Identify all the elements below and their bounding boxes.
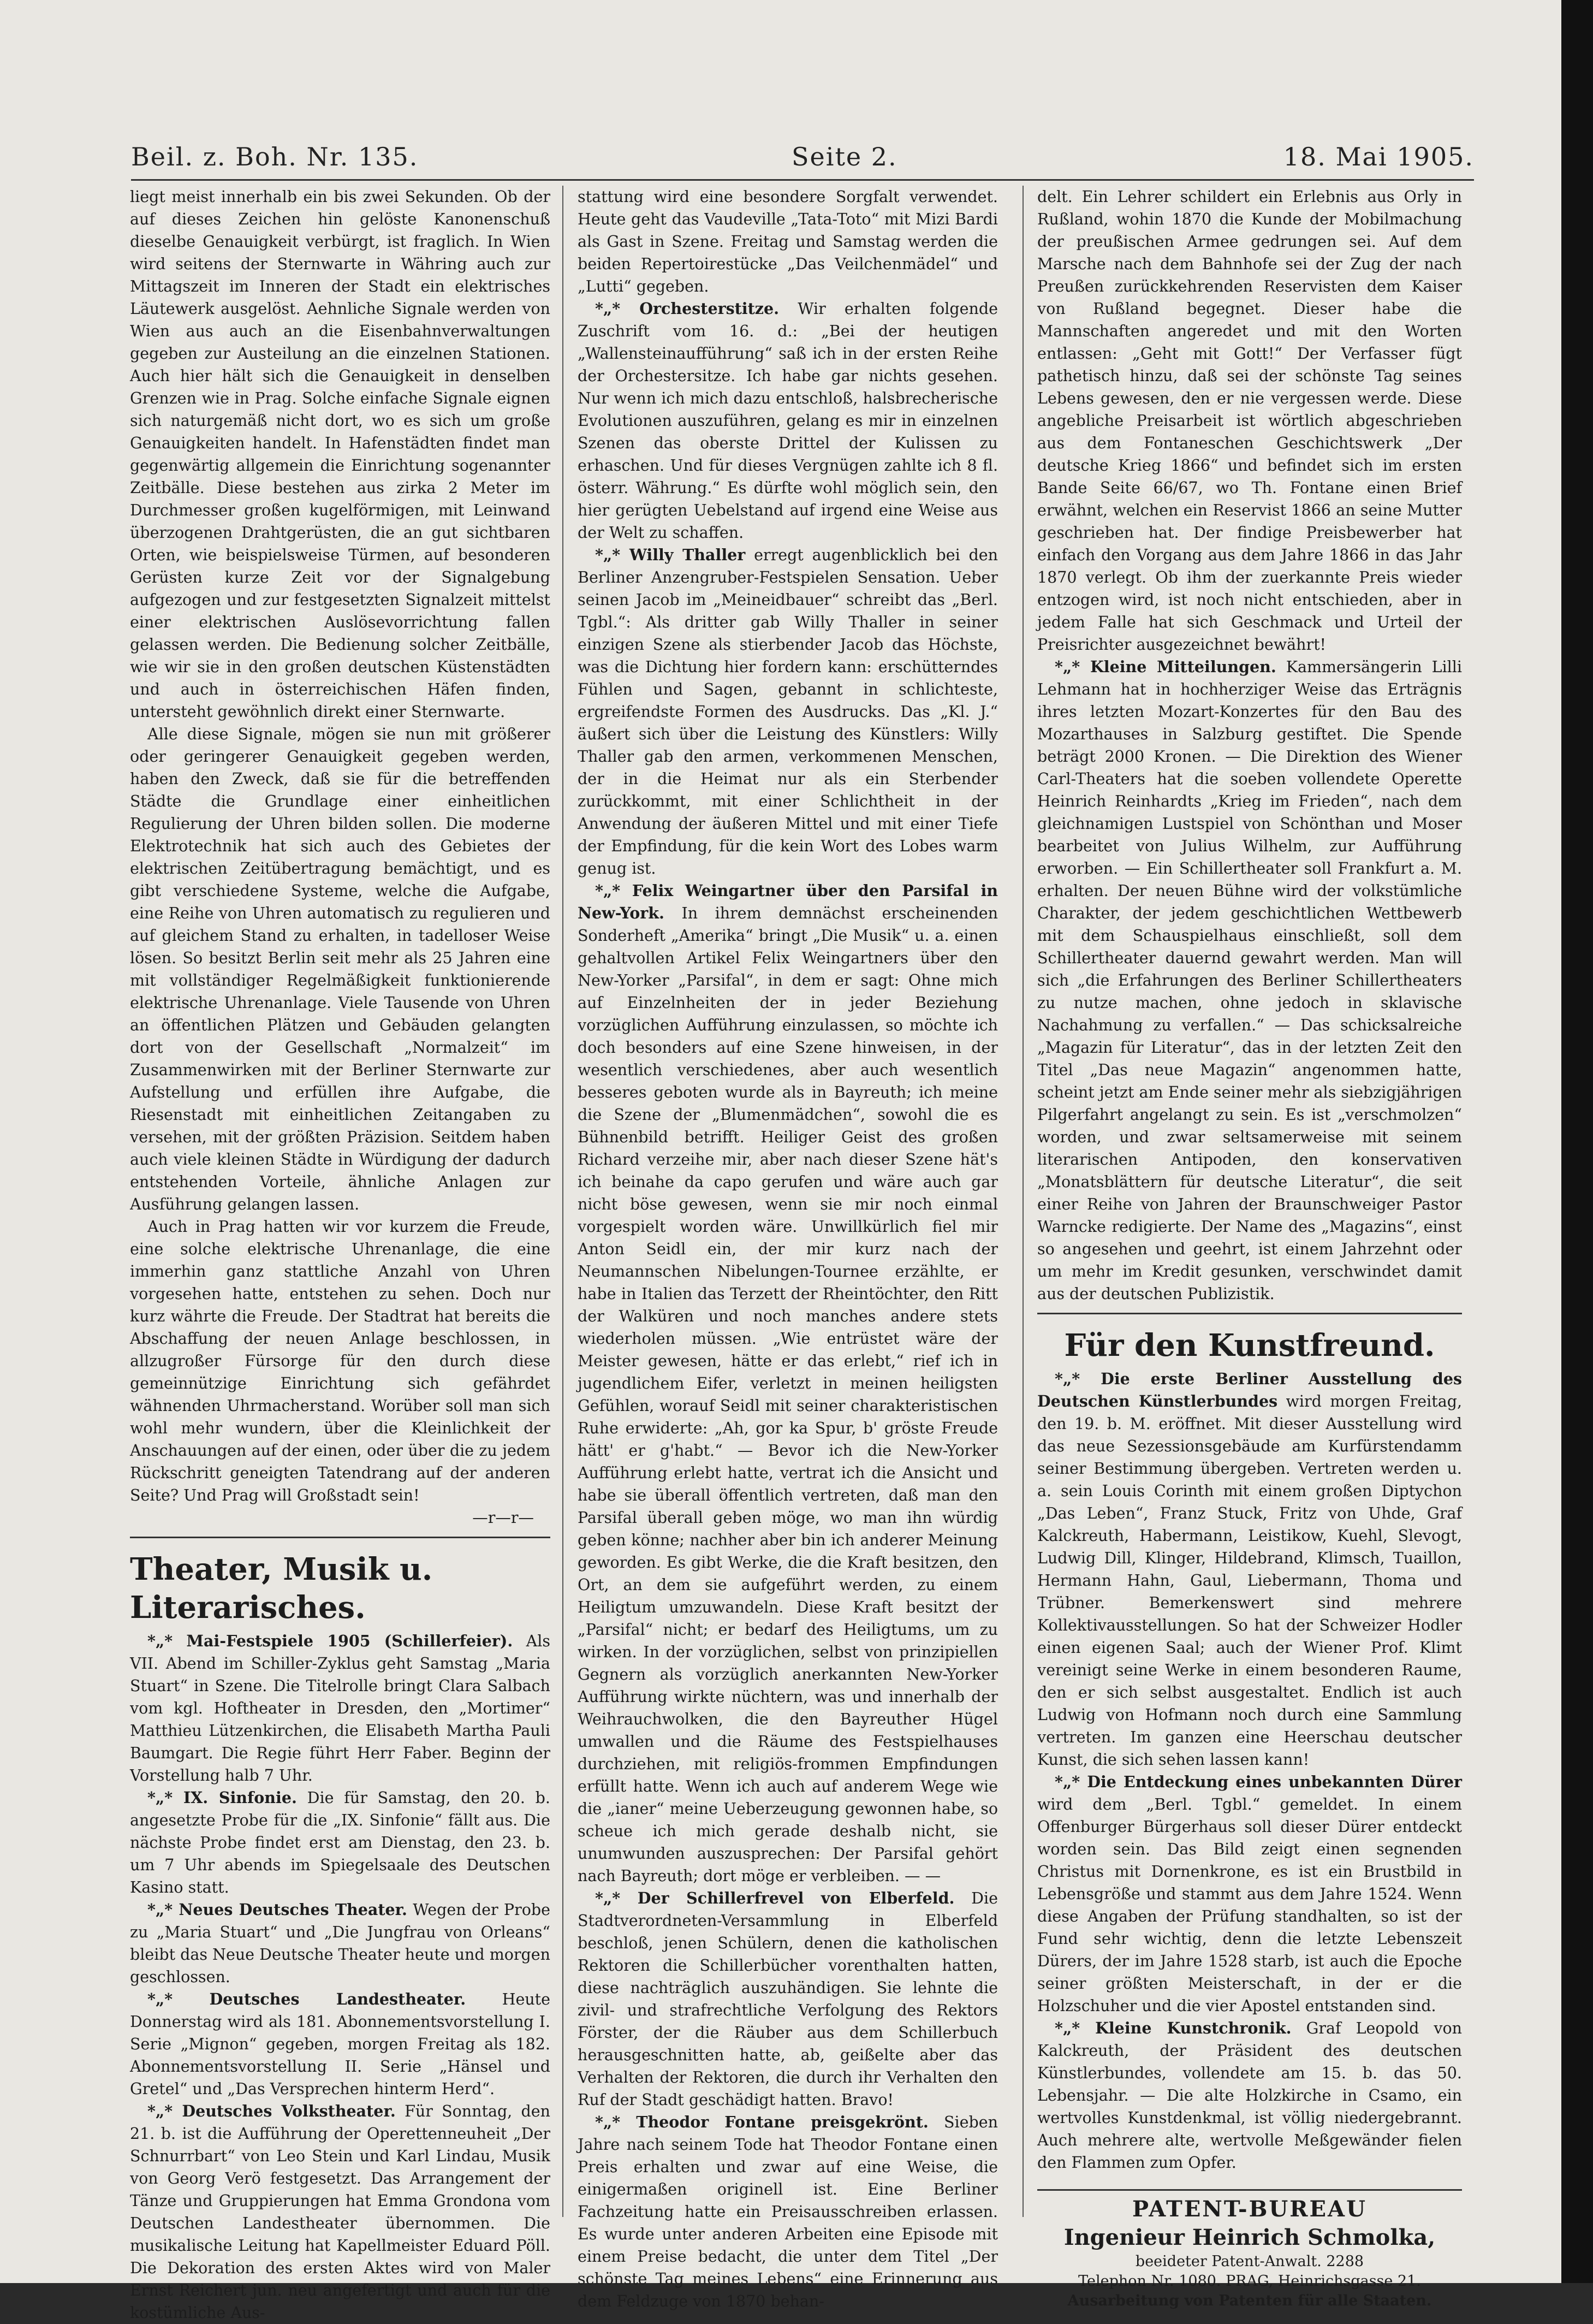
news-item [578, 298, 998, 544]
news-item [1037, 656, 1462, 1305]
news-item-text: wird dem „Berl. Tgbl.“ gemeldet. In einem Offenburger Bürgerhaus soll dieser Dürer entdeckt worden sein. Das Bild zeigt einen segnenden Christus mit Dornenkrone, es ist ein Brustbild in Lebensgröße und stammt aus dem Jahre 1524. Wenn diese Angaben der Prüfung standhalten, so ist der Fund sehr wichtig, denn die letzte Lebenszeit Dürers, der im Jahre 1528 starb, ist auch die Epoche seiner größten Meisterschaft, in der er die Holzschuher und die vier Apostel entstanden sind. [1037, 1795, 1462, 2015]
news-item-text: wird morgen Freitag, den 19. b. M. eröffnet. Mit dieser Ausstellung wird das neue Sezessionsgebäude am Kurfürstendamm seiner Bestimmung übergeben. Vertreten werden u. a. sein Louis Corinth mit einem großen Diptychon „Das Leben“, Franz Stuck, Fritz von Uhde, Graf Kalckreuth, Habermann, Leistikow, Kuehl, Slevogt, Ludwig Dill, Klinger, Hildebrand, Klimsch, Tuaillon, Hermann Hahn, Gaul, Liebermann, Thoma und Trübner. Bemerkenswert sind mehrere Kollektivausstellungen. So hat der Schweizer Hodler einen eigenen Saal; auch der Wiener Prof. Klimt vereinigt seine Werke in einem besonderen Raume, den er sich selbst ausgestaltet. Endlich ist auch Ludwig von Hofmann noch durch eine Sammlung vertreten. Im ganzen eine Heerschau deutscher Kunst, die sich sehen lassen kann! [1037, 1392, 1463, 1769]
article-paragraph: Alle diese Signale, mögen sie nun mit größerer oder geringerer Genauigkeit gegeben werden, haben den Zweck, daß sie für die betreffenden Städte die Grundlage einer einheitlichen Regulierung der Uhren bilden sollen. Die moderne Elektrotechnik hat sich auch des Gebietes der elektrischen Zeitübertragung bemächtigt, und es gibt verschiedene Systeme, welche die Aufgabe, eine Reihe von Uhren automatisch zu regulieren und auf gleichem Stand zu erhalten, in tadelloser Weise lösen. So besitzt Berlin seit mehr als 25 Jahren eine mit vollständiger Regelmäßigkeit funktionierende elektrische Uhrenanlage. Viele Tausende von Uhren an öffentlichen Plätzen und Gebäuden gelangten dort von der Gesellschaft „Normalzeit“ im Zusammenwirken mit der Berliner Sternwarte zur Aufstellung und erfüllen ihre Aufgabe, die Riesenstadt mit einheitlichen Zeitangaben zu versehen, mit der größten Präzision. Seitdem haben auch viele kleinen Städte in Würdigung der dadurch entstehenden Vorteile, ähnliche Anlagen zur Ausführung gelangen lassen. [130, 725, 550, 1213]
news-item [130, 1630, 550, 1787]
scan-edge [1561, 0, 1593, 2283]
news-item [1037, 2017, 1462, 2174]
ad-address: Telephon Nr. 1080. PRAG, Heinrichsgasse 21. [1078, 2273, 1421, 2290]
news-item [130, 1988, 550, 2100]
news-item [1037, 1771, 1462, 2017]
news-item-text: Wegen der Probe zu „Maria Stuart“ und „Die Jungfrau von Orleans“ bleibt das Neue Deutsche Theater heute und morgen geschlossen. [130, 1901, 550, 1986]
news-item-head: *„* Mai-Festspiele 1905 (Schillerfeier). [147, 1632, 513, 1650]
news-item-text: Wir erhalten folgende Zuschrift vom 16. d.: „Bei der heutigen „Wallensteinaufführung“ saß ich in der ersten Reihe der Orchestersitze. Ich habe gar nichts gesehen. Nur wenn ich mich dazu entschloß, halsbrecherische Evolutionen auszuführen, gelang es mir in einzelnen Szenen das oberste Drittel der Kulissen zu erhaschen. Und für dieses Vergnügen zahlte ich 8 fl. österr. Währung.“ Es dürfte wohl möglich sein, den hier gerügten Uebelstand auf irgend eine Weise aus der Welt zu schaffen. [578, 300, 998, 542]
news-item [578, 544, 998, 880]
page-number: Seite 2. [792, 142, 897, 171]
news-item-text: Kammersängerin Lilli Lehmann hat in hochherziger Weise das Erträgnis ihres letzten Mozart-Konzertes für den Bau des Mozarthauses in Salzburg gestiftet. Die Spende beträgt 2000 Kronen. — Die Direktion des Wiener Carl-Theaters hat die soeben vollendete Operette Heinrich Reinhardts „Krieg im Frieden“, nach dem gleichnamigen Lustspiel von Schönthan und Moser bearbeitet von Julius Wilhelm, zur Aufführung erworben. — Ein Schillertheater soll Frankfurt a. M. erhalten. Der neuen Bühne wird der volkstümliche Charakter, der jedem geschichtlichen Wettbewerb mit dem Schauspielhaus einschließt, soll dem Schillertheater dauernd gewahrt werden. Man will sich „die Erfahrungen des Berliner Schillertheaters zu nutze machen, ohne jedoch in sklavische Nachahmung zu verfallen.“ — Das schicksalreiche „Magazin für Literatur“, das in der letzten Zeit den Titel „Das neue Magazin“ angenommen hatte, scheint jetzt am Ende seiner mehr als siebzigjährigen Pilgerfahrt angelangt zu sein. Es ist „verschmolzen“ worden, und zwar seltsamerweise mit seinem literarischen Antipoden, den konservativen „Monatsblättern für deutsche Literatur“, die seit einer Reihe von Jahren der Braunschweiger Pastor Warncke redigierte. Der Name des „Magazins“, einst so angesehen und geehrt, ist einem Jahrzehnt oder um mehr im Kredit gesunken, verschwindet damit aus der deutschen Publizistik. [1037, 658, 1463, 1303]
section-rule [1037, 1313, 1462, 1314]
news-item [578, 2111, 998, 2313]
section-title: Theater, Musik u. Literarisches. [130, 1551, 433, 1626]
news-item [130, 1899, 550, 1988]
news-item [130, 1787, 550, 1899]
news-item-head: *„* Die Entdeckung eines unbekannten Dürer [1055, 1772, 1462, 1791]
news-item-head: *„* Willy Thaller [595, 546, 746, 564]
ad-tagline: Ausarbeitung von Patenten für alle Staaten. [1067, 2292, 1432, 2309]
news-item-text: In ihrem demnächst erscheinenden Sonderheft „Amerika“ bringt „Die Musik“ u. a. einen gehaltvollen Artikel Felix Weingartners über den New-Yorker „Parsifal“, in dem er sagt: Ohne mich auf Einzelnheiten der in jeder Beziehung vorzüglichen Aufführung einzulassen, so möchte ich doch besonders auf eine Szene hinweisen, in der wesentlich verschiedenes, aber auch wesentlich besseres geboten wurde als in Bayreuth; ich meine die Szene der „Blumenmädchen“, sowohl die es Bühnenbild betrifft. Heiliger Geist des großen Richard verzeihe mir, aber nach dieser Szene hät's ich beinahe da capo gerufen und wäre auch gar nicht böse gewesen, wenn sie mir noch einmal vorgespielt worden wäre. Unwillkürlich fiel mir Anton Seidl ein, der mir kurz nach der Neumannschen Nibelungen-Tournee erzählte, er habe in Italien das Terzett der Rheintöchter, den Ritt der Walküren und noch manches andere stets wiederholen müssen. „Wie entrüstet wäre der Meister gewesen, hätte er das erlebt,“ rief ich in jugendlichem Eifer, verletzt in meinen heiligsten Gefühlen, worauf Seidl mit seiner charakteristischen Ruhe erwiderte: „Ah, gor ka Spur, b' gröste Freude hätt' er g'habt.“ — Bevor ich die New-Yorker Aufführung erlebt hatte, vertrat ich die Ansicht und habe sie überall öffentlich vertreten, daß man den Parsifal überall geben möge, wo man ihn würdig geben könne; nachher aber bin ich anderer Meinung geworden. Es gibt Werke, die die Kraft besitzen, den Ort, an dem sie aufgeführt werden, zu einem Heiligtum umzuwandeln. Diese Kraft besitzt der „Parsifal“ nicht; er bedarf des Heiligtums, um zu wirken. In der vorzüglichen, selbst von prinzipiellen Gegnern als vorzüglich anerkannten New-Yorker Aufführung wirkte nüchtern, was und innerhalb der Weihrauchwolken, die den Bayreuther Hügel umwallen und die Räume des Festspielhauses durchziehen, mit religiös-frommen Empfindungen erfüllt hatte. Wenn ich auch auf anderem Wege wie die „ianer“ meine Ueberzeugung gewonnen habe, so scheue ich mich gerade deshalb nicht, sie unumwunden auszusprechen: Der Parsifal gehört nach Bayreuth; dort möge er verbleiben. — — [578, 904, 998, 1885]
advertisement [1037, 2189, 1462, 2311]
header-rule [131, 179, 1474, 181]
news-item [1037, 1368, 1462, 1771]
ad-subtitle-text: beeideter Patent-Anwalt. [1135, 2253, 1322, 2270]
column-3 [1037, 186, 1463, 2309]
news-item-head: *„* Theodor Fontane preisgekrönt. [595, 2113, 929, 2131]
news-item-head: *„* IX. Sinfonie. [147, 1788, 297, 1807]
ad-name: Ingenieur Heinrich Schmolka, [1063, 2225, 1436, 2250]
news-item [578, 1887, 998, 2111]
author-signature: —r—r— [472, 1509, 534, 1527]
column-divider [562, 186, 563, 2217]
news-item-head: *„* Kleine Kunstchronik. [1055, 2019, 1292, 2037]
supplement-number: Beil. z. Boh. Nr. 135. [131, 142, 419, 171]
section-title: Für den Kunstfreund. [1064, 1327, 1435, 1363]
article-paragraph: delt. Ein Lehrer schildert ein Erlebnis aus Orly in Rußland, wohin 1870 die Kunde der Mobilmachung der preußischen Armee gedrungen sei. Auf dem Marsche nach dem Bahnhofe sei der Zug der nach Preußen zurückkehrenden Reservisten dem Kaiser von Rußland begegnet. Dieser habe die Mannschaften angeredet und mit den Worten entlassen: „Geht mit Gott!“ Der Verfasser fügt pathetisch hinzu, daß sei der schönste Tag seines Lebens gewesen, den er nie vergessen werde. Diese angebliche Preisarbeit ist wörtlich abgeschrieben aus dem Fontaneschen Geschichtswerk „Der deutsche Krieg 1866“ und befindet sich im ersten Bande Seite 66/67, wo Th. Fontane einen Brief erwähnt, welchen ein Reservist 1866 an seine Mutter geschrieben hat. Der findige Preisbewerber hat einfach den Vorgang aus dem Jahre 1866 in das Jahr 1870 verlegt. Ob ihm der zuerkannte Preis wieder entzogen wird, ist noch nicht entschieden, aber in jedem Falle hat sich Geschmack und Urteil der Preisrichter ausgezeichnet bewährt! [1037, 188, 1462, 654]
ad-number: 2288 [1326, 2253, 1364, 2270]
column-1 [130, 186, 551, 2322]
news-item-text: Heute Donnerstag wird als 181. Abonnementsvorstellung I. Serie „Mignon“ gegeben, morgen Freitag als 182. Abonnementsvorstellung II. Serie „Hänsel und Gretel“ und „Das Versprechen hinterm Herd“. [130, 1990, 551, 2098]
news-item-head: *„* Der Schillerfrevel von Elberfeld. [595, 1889, 955, 1907]
news-item-text: Die Stadtverordneten-Versammlung in Elberfeld beschloß, jenen Schülern, denen die katholischen Rektoren die Schillerbücher vorenthalten hatten, diese nachträglich auszuhändigen. Sie lehnte die zivil- und strafrechtliche Verfolgung des Rektors Förster, der die Räuber aus dem Schillerbuch herausgeschnitten hatte, ab, geißelte aber das Verhalten der Rektoren, die durch ihr Verhalten den Ruf der Stadt geschädigt hatten. Bravo! [578, 1889, 998, 2109]
section-rule [130, 1537, 550, 1538]
news-item [578, 880, 998, 1887]
news-item-head: *„* Felix Weingartner über den Parsifal in New-York. [578, 881, 998, 922]
news-item-text: Als VII. Abend im Schiller-Zyklus geht Samstag „Maria Stuart“ in Szene. Die Titelrolle bringt Clara Salbach vom kgl. Hoftheater in Dresden, den „Mortimer“ Matthieu Lützenkirchen, die Elisabeth Martha Pauli Baumgart. Die Regie führt Herr Faber. Beginn der Vorstellung halb 7 Uhr. [130, 1632, 550, 1784]
news-item-text: Sieben Jahre nach seinem Tode hat Theodor Fontane einen Preis erhalten und zwar auf eine Weise, die einigermaßen originell ist. Eine Berliner Fachzeitung hatte ein Preisausschreiben erlassen. Es wurde unter anderen Arbeiten eine Episode mit einem Preise bedacht, die unter dem Titel „Der schönste Tag meines Lebens“ eine Erinnerung aus dem Feldzuge von 1870 behan- [578, 2113, 998, 2310]
issue-date: 18. Mai 1905. [1283, 142, 1474, 171]
news-item-head: *„* Deutsches Landestheater. [147, 1990, 466, 2008]
news-item-head: *„* Die erste Berliner Ausstellung des Deutschen Künstlerbundes [1037, 1370, 1462, 1410]
news-item-head: *„* Deutsches Volkstheater. [147, 2102, 396, 2120]
column-divider [1023, 186, 1024, 2217]
news-item-text: Für Sonntag, den 21. b. ist die Aufführung der Operettenneuheit „Der Schnurrbart“ von Leo Stein und Karl Lindau, Musik von Georg Verö festgesetzt. Das Arrangement der Tänze und Gruppierungen hat Emma Grondona vom Deutschen Landestheater übernommen. Die musikalische Leitung hat Kapellmeister Eduard Pöll. Die Dekoration des ersten Aktes wird von Maler Ernst Reichert jun. neu angefertigt und auch für die kostümliche Aus- [130, 2102, 550, 2322]
article-paragraph: stattung wird eine besondere Sorgfalt verwendet. Heute geht das Vaudeville „Tata-Toto“ mit Mizi Bardi als Gast in Szene. Freitag und Samstag werden die beiden Repertoirestücke „Das Veilchenmädel“ und „Lutti“ gegeben. [578, 188, 998, 295]
ad-title: PATENT-BUREAU [1132, 2196, 1367, 2222]
news-item [130, 2100, 550, 2324]
column-2 [578, 186, 998, 2310]
ad-subtitle [1037, 2252, 1462, 2272]
news-item-head: *„* Kleine Mitteilungen. [1055, 657, 1276, 676]
news-item-head: *„* Neues Deutsches Theater. [147, 1900, 407, 1919]
news-item-text: Die für Samstag, den 20. b. angesetzte Probe für die „IX. Sinfonie“ fällt aus. Die nächste Probe findet erst am Dienstag, den 23. b. um 7 Uhr abends im Spiegelsaale des Deutschen Kasino statt. [130, 1789, 550, 1896]
news-item-text: erregt augenblicklich bei den Berliner Anzengruber-Festspielen Sensation. Ueber seinen Jacob im „Meineidbauer“ schreibt das „Berl. Tgbl.“: Als dritter gab Willy Thaller in seiner einzigen Szene als stierbender Jacob das Höchste, was die Dichtung hier fordern kann: erschütterndes Fühlen und Sagen, gebannt in schlichteste, ergreifendste Formen des Ausdrucks. Das „Kl. J.“ äußert sich über die Leistung des Künstlers: Willy Thaller gab den armen, verkommenen Menschen, der in die Heimat nur als ein Sterbender zurückkommt, mit einer Schlichtheit in der Anwendung der äußeren Mittel und mit einer Tiefe der Empfindung, für die kein Wort des Lobes warm genug ist. [578, 546, 998, 878]
news-item-text: Graf Leopold von Kalckreuth, der Präsident des deutschen Künstlerbundes, vollendete am 15. b. das 50. Lebensjahr. — Die alte Holzkirche in Csamo, ein wertvolles Kunstdenkmal, ist völlig niedergebrannt. Auch mehrere alte, wertvolle Meßgewänder fielen den Flammen zum Opfer. [1037, 2019, 1462, 2172]
article-paragraph: Auch in Prag hatten wir vor kurzem die Freude, eine solche elektrische Uhrenanlage, die eine immerhin ganz stattliche Anzahl von Uhren vorgesehen hatte, entstehen zu sehen. Doch nur kurz währte die Freude. Der Stadtrat hat bereits die Abschaffung der neuen Anlage beschlossen, in allzugroßer Fürsorge für den durch diese gemeinnützige Einrichtung sich gefährdet wähnenden Uhrmacherstand. Worüber soll man sich wohl mehr wundern, über die Kleinlichkeit der Anschauungen auf der einen, oder über die zu jedem Rückschritt geneigten Tatendrang auf der anderen Seite? Und Prag will Großstadt sein! [130, 1218, 550, 1504]
news-item-head: *„* Orchesterstitze. [595, 299, 780, 318]
article-paragraph: liegt meist innerhalb ein bis zwei Sekunden. Ob der auf dieses Zeichen hin gelöste Kanonenschuß dieselbe Genauigkeit verbürgt, ist fraglich. In Wien wird seitens der Sternwarte in Währing auch zur Mittagszeit im Inneren der Stadt ein elektrisches Läutewerk ausgelöst. Aehnliche Signale werden von Wien aus auch an die Eisenbahnverwaltungen gegeben zur Austeilung an die einzelnen Stationen. Auch hier hält sich die Genauigkeit in denselben Grenzen wie in Prag. Solche einfache Signale eignen sich naturgemäß nicht dort, wo es sich um große Genauigkeiten handelt. In Hafenstädten findet man gegenwärtig allgemein die Einrichtung sogenannter Zeitbälle. Diese bestehen aus zirka 2 Meter im Durchmesser großen kugelförmigen, mit Leinwand überzogenen Drahtgerüsten, die an gut sichtbaren Orten, wie beispielsweise Türmen, auf besonderen Gerüsten kurze Zeit vor der Signalgebung aufgezogen und zur festgesetzten Signalzeit mittelst einer elektrischen Auslösevorrichtung fallen gelassen werden. Die Bedienung solcher Zeitbälle, wie wir sie in den großen deutschen Küstenstädten und auch in österreichischen Häfen finden, untersteht gewöhnlich direkt einer Sternwarte. [130, 188, 550, 721]
